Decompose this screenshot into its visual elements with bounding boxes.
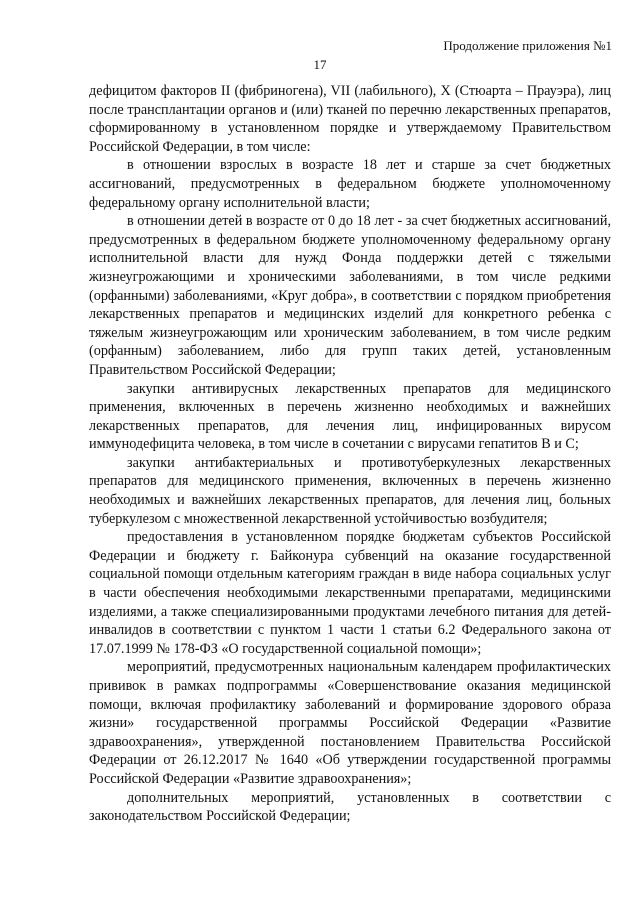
appendix-continuation-label: Продолжение приложения №1: [443, 38, 612, 53]
paragraph-antibacterial: закупки антибактериальных и противотуберкулезных лекарственных препаратов для медицинского применения, включенных в перечень жизненно необходимых и важнейших лекарственных препаратов, для лечения лиц, больных туберкулезом с множественной лекарственной устойчивостью возбудителя;: [89, 454, 611, 527]
paragraph-vaccination: мероприятий, предусмотренных национальным календарем профилактических прививок в рамках подпрограммы «Совершенствование оказания медицинской помощи, включая профилактику заболеваний и формирование здорового образа жизни» государственной программы Российской Федерации «Развитие здравоохранения», утвержденной постановлением Правительства Российской Федерации от 26.12.2017 № 1640 «Об утверждении государственной программы Российской Федерации «Развитие здравоохранения»;: [89, 659, 611, 787]
paragraph-antiviral: закупки антивирусных лекарственных препаратов для медицинского применения, включенных в перечень жизненно необходимых и важнейших лекарственных препаратов, для лечения лиц, инфицированных вирусом иммунодефицита человека, в том числе в сочетании с вирусами гепатитов B и C;: [89, 380, 611, 453]
paragraph-children: в отношении детей в возрасте от 0 до 18 лет - за счет бюджетных ассигнований, предусмотренных в федеральном бюджете уполномоченному федеральному органу исполнительной власти для нужд Фонда поддержки детей с тяжелыми жизнеугрожающими и хроническими заболеваниями, в том числе редкими (орфанными) заболеваниями, «Круг добра», в соответствии с порядком приобретения лекарственных препаратов и медицинских изделий для конкретного ребенка с тяжелым жизнеугрожающим или хроническим заболеванием, в том числе редким (орфанным) заболеванием, либо для групп таких детей, установленным Правительством Российской Федерации;: [89, 213, 611, 378]
document-body: [89, 82, 611, 826]
paragraph-subventions: предоставления в установленном порядке бюджетам субъектов Российской Федерации и бюджету г. Байконура субвенций на оказание государственной социальной помощи отдельным категориям граждан в виде набора социальных услуг в части обеспечения необходимыми лекарственными препаратами, медицинскими изделиями, а также специализированными продуктами лечебного питания для детей-инвалидов в соответствии с пунктом 1 части 1 статьи 6.2 Федерального закона от 17.07.1999 № 178-ФЗ «О государственной социальной помощи»;: [89, 529, 611, 657]
page-number: 17: [313, 57, 327, 72]
paragraph-continued: дефицитом факторов II (фибриногена), VII (лабильного), X (Стюарта – Прауэра), лиц после трансплантации органов и (или) тканей по перечню лекарственных препаратов, сформированному в установленном порядке и утверждаемому Правительством Российской Федерации, в том числе:: [89, 83, 611, 155]
paragraph-additional: дополнительных мероприятий, установленных в соответствии с законодательством Российской Федерации;: [89, 789, 611, 825]
paragraph-adults: в отношении взрослых в возрасте 18 лет и старше за счет бюджетных ассигнований, предусмотренных в федеральном бюджете уполномоченному федеральному органу исполнительной власти;: [89, 157, 611, 211]
